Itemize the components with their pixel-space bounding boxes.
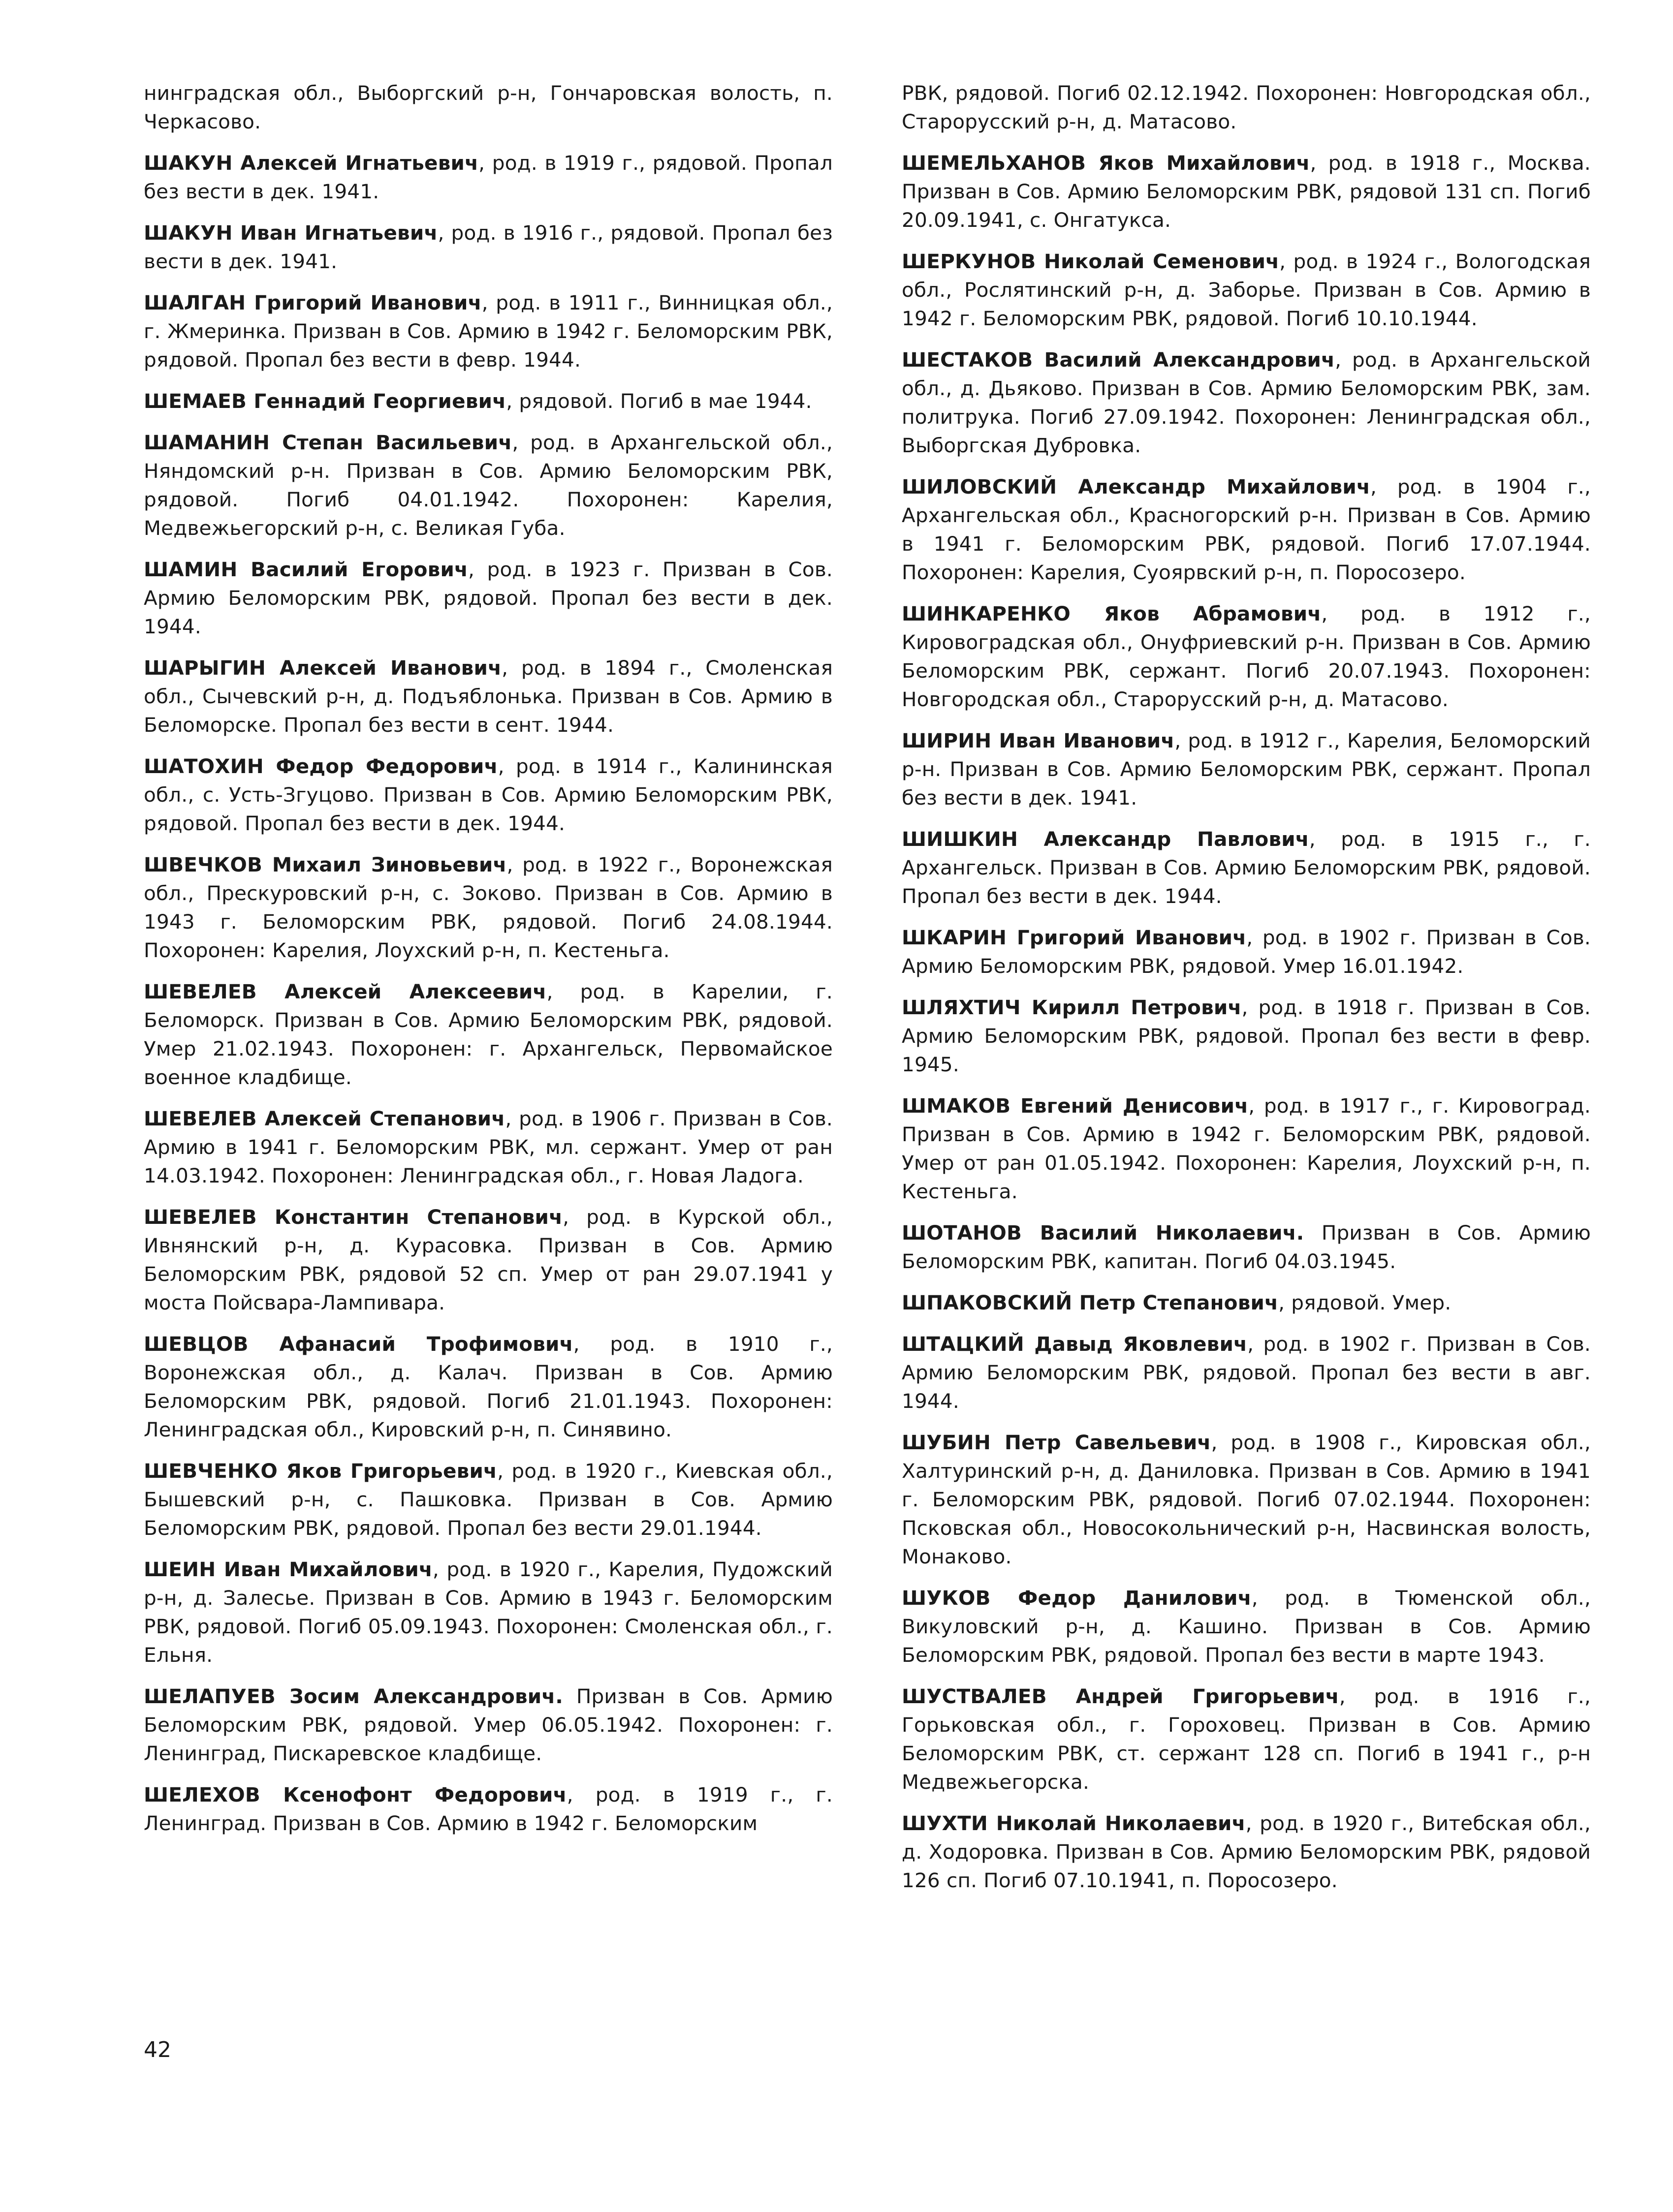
entry-name: ШЛЯХТИЧ Кирилл Петрович xyxy=(902,996,1242,1019)
entry-text: , род. в 1918 г., Москва. Призван в Сов. Армию Беломорским РВК, рядовой 131 сп. Погиб 20.09.1941, с. Онгатукса. xyxy=(902,151,1591,232)
entry-name: ШАМАНИН Степан Васильевич xyxy=(144,431,512,454)
entry xyxy=(144,752,833,838)
entry-text: , род. в 1902 г. Призван в Сов. Армию Беломорским РВК, рядовой. Умер 16.01.1942. xyxy=(902,926,1591,978)
entry xyxy=(902,1428,1591,1571)
entry-name: ШОТАНОВ Василий Николаевич. xyxy=(902,1221,1304,1245)
entry xyxy=(144,1104,833,1190)
entry-text: , род. в 1911 г., Винницкая обл., г. Жмеринка. Призван в Сов. Армию в 1942 г. Беломорским РВК, рядовой. Пропал без вести в февр. 1944. xyxy=(144,291,833,372)
entry-text: , род. в 1919 г., рядовой. Пропал без вести в дек. 1941. xyxy=(144,151,833,203)
entry xyxy=(144,1682,833,1768)
entry-name: ШЕМАЕВ Геннадий Георгиевич xyxy=(144,389,506,413)
entry-text: , род. в 1918 г. Призван в Сов. Армию Беломорским РВК, рядовой. Пропал без вести в февр. 1945. xyxy=(902,996,1591,1076)
entry xyxy=(902,1091,1591,1206)
entry-text: нинградская обл., Выборгский р-н, Гончаровская волость, п. Черкасово. xyxy=(144,81,833,133)
entry-text: , род. в 1915 г., г. Архангельск. Призван в Сов. Армию Беломорским РВК, рядовой. Пропал без вести в дек. 1944. xyxy=(902,827,1591,908)
entry-text: , род. в Карелии, г. Беломорск. Призван в Сов. Армию Беломорским РВК, рядовой. Умер 21.02.1943. Похоронен: г. Архангельск, Первомайское военное кладбище. xyxy=(144,980,833,1089)
entry xyxy=(902,1682,1591,1796)
entry-text: , род. в Архангельской обл., д. Дьяково. Призван в Сов. Армию Беломорским РВК, зам. политрука. Погиб 27.09.1942. Похоронен: Ленинградская обл., Выборгская Дубровка. xyxy=(902,348,1591,457)
entry xyxy=(902,472,1591,587)
entry xyxy=(902,247,1591,333)
entry xyxy=(144,387,833,415)
right-column xyxy=(902,79,1591,1907)
entry-text: , род. в 1894 г., Смоленская обл., Сычевский р-н, д. Подъяблонька. Призван в Сов. Армию в Беломорске. Пропал без вести в сент. 1944. xyxy=(144,656,833,737)
entry xyxy=(144,555,833,641)
entry xyxy=(902,1218,1591,1276)
entry xyxy=(902,79,1591,136)
entry xyxy=(902,923,1591,980)
entry xyxy=(902,345,1591,460)
entry-text: , род. в 1922 г., Воронежская обл., Прескуровский р-н, с. Зоково. Призван в Сов. Армию в 1943 г. Беломорским РВК, рядовой. Погиб 24.08.1944. Похоронен: Карелия, Лоухский р-н, п. Кестеньга. xyxy=(144,853,833,962)
entry-text: , рядовой. Умер. xyxy=(1278,1291,1452,1314)
entry xyxy=(144,654,833,739)
entry-name: ШАТОХИН Федор Федорович xyxy=(144,754,498,778)
entry-text: , род. в 1912 г., Кировоградская обл., Онуфриевский р-н. Призван в Сов. Армию Беломорским РВК, сержант. Погиб 20.07.1943. Похоронен: Новгородская обл., Старорусский р-н, д. Матасово. xyxy=(902,602,1591,711)
entry-name: ШЕВЧЕНКО Яков Григорьевич xyxy=(144,1459,498,1483)
entry-text: , род. в Архангельской обл., Няндомский р-н. Призван в Сов. Армию Беломорским РВК, рядовой. Погиб 04.01.1942. Похоронен: Карелия, Медвежьегорский р-н, с. Великая Губа. xyxy=(144,431,833,540)
entry-text: , род. в 1908 г., Кировская обл., Халтуринский р-н, д. Даниловка. Призван в Сов. Армию в 1941 г. Беломорским РВК, рядовой. Погиб 07.02.1944. Похоронен: Псковская обл., Новосокольнический р-н, Насвинская волость, Монаково. xyxy=(902,1431,1591,1568)
entry-name: ШАЛГАН Григорий Иванович xyxy=(144,291,482,314)
entry-text: , род. в 1919 г., г. Ленинград. Призван в Сов. Армию в 1942 г. Беломорским xyxy=(144,1783,833,1835)
entry-text: , род. в 1916 г., рядовой. Пропал без вести в дек. 1941. xyxy=(144,221,833,273)
entry xyxy=(144,79,833,136)
entry-text: , род. в 1910 г., Воронежская обл., д. Калач. Призван в Сов. Армию Беломорским РВК, рядовой. Погиб 21.01.1943. Похоронен: Ленинградская обл., Кировский р-н, п. Синявино. xyxy=(144,1332,833,1441)
entry-text: , род. в 1904 г., Архангельская обл., Красногорский р-н. Призван в Сов. Армию в 1941 г. Беломорским РВК, рядовой. Погиб 17.07.1944. Похоронен: Карелия, Суоярвский р-н, п. Поросозеро. xyxy=(902,475,1591,584)
entry-name: ШЕВЦОВ Афанасий Трофимович xyxy=(144,1332,573,1356)
entry-text: , род. в Курской обл., Ивнянский р-н, д. Курасовка. Призван в Сов. Армию Беломорским РВК, рядовой 52 сп. Умер от ран 29.07.1941 у моста Пойсвара-Лампивара. xyxy=(144,1205,833,1314)
entry xyxy=(144,1203,833,1317)
entry-name: ШПАКОВСКИЙ Петр Степанович xyxy=(902,1291,1279,1314)
entry xyxy=(144,218,833,276)
entry xyxy=(902,993,1591,1079)
entry-name: ШУХТИ Николай Николаевич xyxy=(902,1811,1246,1835)
entry xyxy=(902,1288,1591,1317)
entry-name: ШУСТВАЛЕВ Андрей Григорьевич xyxy=(902,1684,1339,1708)
entry-name: ШМАКОВ Евгений Денисович xyxy=(902,1094,1249,1118)
entry-name: ШИНКАРЕНКО Яков Абрамович xyxy=(902,602,1322,625)
entry-text: , род. в 1923 г. Призван в Сов. Армию Беломорским РВК, рядовой. Пропал без вести в дек. 1944. xyxy=(144,558,833,638)
entry xyxy=(144,149,833,206)
entry-text: , род. в 1916 г., Горьковская обл., г. Гороховец. Призван в Сов. Армию Беломорским РВК, ст. сержант 128 сп. Погиб в 1941 г., р-н Медвежьегорска. xyxy=(902,1684,1591,1794)
entry-text: РВК, рядовой. Погиб 02.12.1942. Похоронен: Новгородская обл., Старорусский р-н, д. Матасово. xyxy=(902,81,1591,133)
entry-text: , род. в Тюменской обл., Викуловский р-н, д. Кашино. Призван в Сов. Армию Беломорским РВК, рядовой. Пропал без вести в марте 1943. xyxy=(902,1586,1591,1667)
entry-text: , род. в 1914 г., Калининская обл., с. Усть-Згуцово. Призван в Сов. Армию Беломорским РВК, рядовой. Пропал без вести в дек. 1944. xyxy=(144,754,833,835)
entry-name: ШАРЫГИН Алексей Иванович xyxy=(144,656,502,680)
entry xyxy=(144,1457,833,1542)
entry-text: , род. в 1902 г. Призван в Сов. Армию Беломорским РВК, рядовой. Пропал без вести в авг. 1944. xyxy=(902,1332,1591,1413)
entry-name: ШЕРКУНОВ Николай Семенович xyxy=(902,249,1280,273)
entry xyxy=(144,428,833,542)
entry-text: , род. в 1920 г., Киевская обл., Бышевский р-н, с. Пашковка. Призван в Сов. Армию Беломорским РВК, рядовой. Пропал без вести 29.01.1944. xyxy=(144,1459,833,1540)
entry-name: ШЕСТАКОВ Василий Александрович xyxy=(902,348,1335,372)
entry xyxy=(144,977,833,1091)
entry xyxy=(144,288,833,374)
entry-name: ШАКУН Алексей Игнатьевич xyxy=(144,151,479,175)
entry xyxy=(144,1555,833,1669)
entry-name: ШИШКИН Александр Павлович xyxy=(902,827,1309,851)
entry-name: ШИЛОВСКИЙ Александр Михайлович xyxy=(902,475,1370,498)
entry xyxy=(902,599,1591,714)
entry-name: ШЕИН Иван Михайлович xyxy=(144,1558,433,1581)
entry xyxy=(144,850,833,965)
entry-name: ШТАЦКИЙ Давыд Яковлевич xyxy=(902,1332,1248,1356)
entry xyxy=(902,825,1591,910)
entry-text: Призван в Сов. Армию Беломорским РВК, капитан. Погиб 04.03.1945. xyxy=(902,1221,1591,1273)
entry xyxy=(902,149,1591,234)
entry-name: ШЕЛЕХОВ Ксенофонт Федорович xyxy=(144,1783,567,1807)
entry-text: , род. в 1906 г. Призван в Сов. Армию в 1941 г. Беломорским РВК, мл. сержант. Умер от ран 14.03.1942. Похоронен: Ленинградская обл., г. Новая Ладога. xyxy=(144,1107,833,1187)
entry-name: ШИРИН Иван Иванович xyxy=(902,729,1175,752)
page-number: 42 xyxy=(144,2037,171,2062)
entry-text: Призван в Сов. Армию Беломорским РВК, рядовой. Умер 06.05.1942. Похоронен: г. Ленинград, Пискаревское кладбище. xyxy=(144,1684,833,1765)
entry-text: , род. в 1912 г., Карелия, Беломорский р-н. Призван в Сов. Армию Беломорским РВК, сержант. Пропал без вести в дек. 1941. xyxy=(902,729,1591,810)
entry-name: ШВЕЧКОВ Михаил Зиновьевич xyxy=(144,853,507,876)
entry-text: , род. в 1920 г., Карелия, Пудожский р-н, д. Залесье. Призван в Сов. Армию в 1943 г. Беломорским РВК, рядовой. Погиб 05.09.1943. Похоронен: Смоленская обл., г. Ельня. xyxy=(144,1558,833,1667)
entry-text: , род. в 1917 г., г. Кировоград. Призван в Сов. Армию в 1942 г. Беломорским РВК, рядовой. Умер от ран 01.05.1942. Похоронен: Карелия, Лоухский р-н, п. Кестеньга. xyxy=(902,1094,1591,1203)
entry xyxy=(144,1780,833,1838)
entry-name: ШУБИН Петр Савельевич xyxy=(902,1431,1211,1454)
entry xyxy=(902,1584,1591,1669)
entry-name: ШАКУН Иван Игнатьевич xyxy=(144,221,438,245)
entry-text: , род. в 1920 г., Витебская обл., д. Ходоровка. Призван в Сов. Армию Беломорским РВК, рядовой 126 сп. Погиб 07.10.1941, п. Поросозеро. xyxy=(902,1811,1591,1892)
entry-name: ШКАРИН Григорий Иванович xyxy=(902,926,1247,949)
entry xyxy=(902,726,1591,812)
entry-name: ШЕВЕЛЕВ Константин Степанович xyxy=(144,1205,563,1229)
entry xyxy=(144,1330,833,1444)
entry xyxy=(902,1330,1591,1415)
entry-name: ШАМИН Василий Егорович xyxy=(144,558,469,581)
entry-text: , род. в 1924 г., Вологодская обл., Рослятинский р-н, д. Заборье. Призван в Сов. Армию в 1942 г. Беломорским РВК, рядовой. Погиб 10.10.1944. xyxy=(902,249,1591,330)
entry-name: ШЕВЕЛЕВ Алексей Степанович xyxy=(144,1107,505,1130)
entry-name: ШЕМЕЛЬХАНОВ Яков Михайлович xyxy=(902,151,1310,175)
entry-name: ШЕЛАПУЕВ Зосим Александрович. xyxy=(144,1684,563,1708)
entry-name: ШЕВЕЛЕВ Алексей Алексеевич xyxy=(144,980,547,1003)
entry xyxy=(902,1809,1591,1895)
left-column xyxy=(144,79,833,1850)
entry-name: ШУКОВ Федор Данилович xyxy=(902,1586,1252,1610)
entry-text: , рядовой. Погиб в мае 1944. xyxy=(506,389,812,413)
